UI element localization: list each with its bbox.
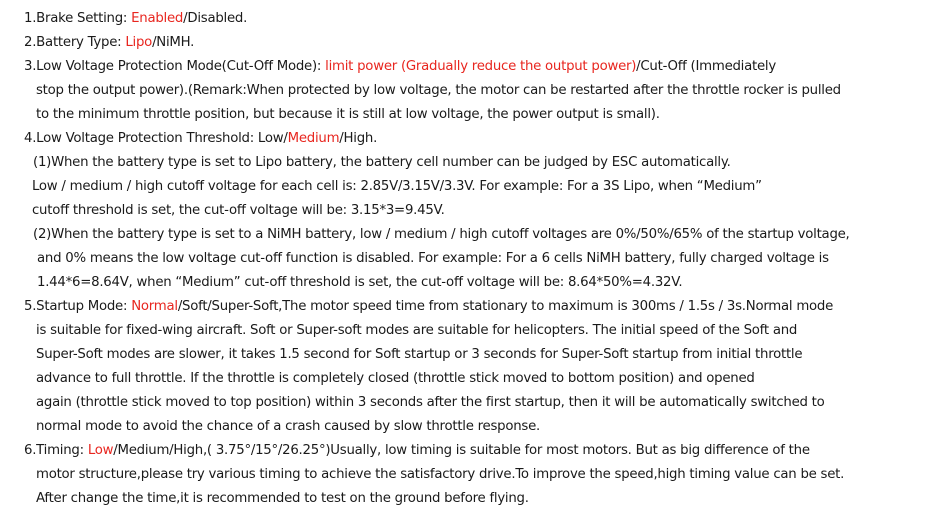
cutoff-mode-selected: limit power (Gradually reduce the output power) <box>325 59 637 74</box>
startup-mode-label: 5.Startup Mode: <box>24 299 132 314</box>
battery-type-line <box>0 31 940 55</box>
startup-mode-desc-line-4: again (throttle stick moved to top position) within 3 seconds after the first startup, then it will be automatically switched to <box>36 395 825 410</box>
esc-settings-document <box>0 7 940 511</box>
cutoff-threshold-line <box>0 127 940 151</box>
cutoff-mode-options: /Cut-Off (Immediately <box>636 59 776 74</box>
brake-setting-options: /Disabled. <box>183 11 248 26</box>
brake-setting-line <box>0 7 940 31</box>
timing-desc-line-1: motor structure,please try various timing to achieve the satisfactory drive.To improve the speed,high timing value can be set. <box>36 467 845 482</box>
lipo-threshold-line-2: Low / medium / high cutoff voltage for each cell is: 2.85V/3.15V/3.3V. For example: For a 3S Lipo, when “Medium” <box>32 179 762 194</box>
nimh-threshold-line-3: 1.44*6=8.64V, when “Medium” cut-off threshold is set, the cut-off voltage will be: 8.64*50%=4.32V. <box>37 275 683 290</box>
startup-mode-desc-line-1: is suitable for fixed-wing aircraft. Soft or Super-soft modes are suitable for helicopters. The initial speed of the Soft and <box>36 323 798 338</box>
battery-type-label: 2.Battery Type: <box>24 35 126 50</box>
cutoff-mode-remark-line-2: to the minimum throttle position, but because it is still at low voltage, the power output is small). <box>36 107 660 122</box>
battery-type-selected: Lipo <box>125 35 153 50</box>
startup-mode-desc-line-5: normal mode to avoid the chance of a crash caused by slow throttle response. <box>36 419 541 434</box>
timing-selected: Low <box>87 443 114 458</box>
cutoff-threshold-label: 4.Low Voltage Protection Threshold: Low/ <box>24 131 288 146</box>
brake-setting-label: 1.Brake Setting: <box>24 11 132 26</box>
timing-label: 6.Timing: <box>24 443 88 458</box>
lipo-threshold-line-3: cutoff threshold is set, the cut-off voltage will be: 3.15*3=9.45V. <box>32 203 445 218</box>
startup-mode-line <box>0 295 940 319</box>
startup-mode-desc-line-3: advance to full throttle. If the throttle is completely closed (throttle stick moved to bottom position) and opened <box>36 371 755 386</box>
brake-setting-selected: Enabled <box>131 11 184 26</box>
cutoff-mode-line <box>0 55 940 79</box>
cutoff-mode-label: 3.Low Voltage Protection Mode(Cut-Off Mode): <box>24 59 326 74</box>
nimh-threshold-line-1: (2)When the battery type is set to a NiMH battery, low / medium / high cutoff voltages are 0%/50%/65% of the startup voltage, <box>33 227 850 242</box>
startup-mode-desc-line-2: Super-Soft modes are slower, it takes 1.5 second for Soft startup or 3 seconds for Super-Soft startup from initial throttle <box>36 347 803 362</box>
timing-desc-line-2: After change the time,it is recommended to test on the ground before flying. <box>36 491 529 506</box>
cutoff-mode-remark-line-1: stop the output power).(Remark:When protected by low voltage, the motor can be restarted after the throttle rocker is pulled <box>36 83 841 98</box>
startup-mode-selected: Normal <box>131 299 178 314</box>
timing-options: /Medium/High,( 3.75°/15°/26.25°)Usually, low timing is suitable for most motors. But as big difference of the <box>113 443 810 458</box>
nimh-threshold-line-2: and 0% means the low voltage cut-off function is disabled. For example: For a 6 cells NiMH battery, fully charged voltage is <box>37 251 829 266</box>
timing-line <box>0 439 940 463</box>
cutoff-threshold-selected: Medium <box>287 131 340 146</box>
startup-mode-options: /Soft/Super-Soft,The motor speed time from stationary to maximum is 300ms / 1.5s / 3s.Normal mode <box>177 299 834 314</box>
lipo-threshold-line-1: (1)When the battery type is set to Lipo battery, the battery cell number can be judged by ESC automatically. <box>33 155 731 170</box>
battery-type-options: /NiMH. <box>152 35 195 50</box>
cutoff-threshold-options: /High. <box>339 131 378 146</box>
